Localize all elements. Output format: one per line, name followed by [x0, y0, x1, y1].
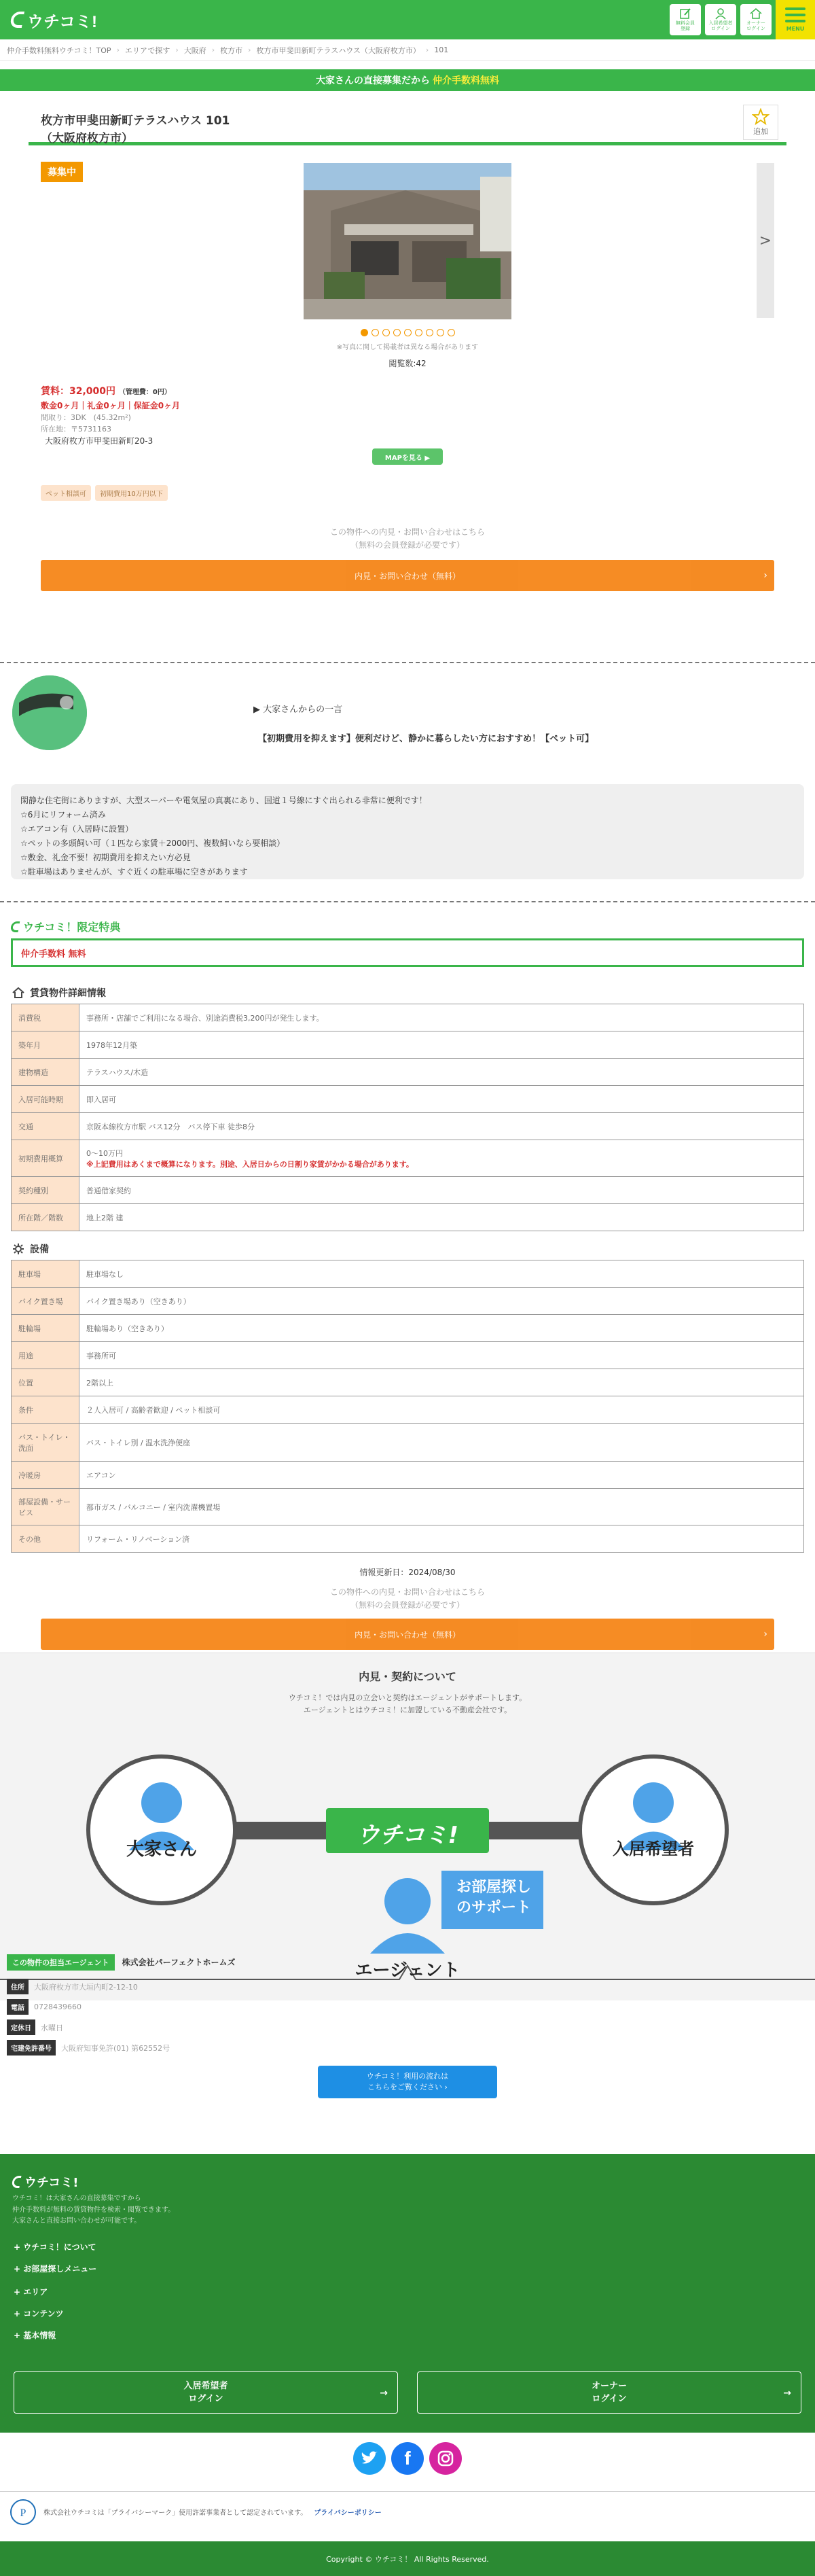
table-row: 部屋設備・サービス 都市ガス / バルコニー / 室内洗濯機置場 [12, 1489, 804, 1525]
property-main [0, 145, 815, 662]
special-offer: 仲介手数料 無料 [11, 938, 804, 967]
photo-dot[interactable] [404, 329, 412, 336]
social-links [0, 2442, 815, 2475]
property-info [41, 385, 180, 448]
photo-dot[interactable] [382, 329, 390, 336]
equipment-heading: 設備 [0, 1242, 815, 1256]
site-logo[interactable]: ウチコミ! [11, 8, 97, 32]
zip-text: 所在地：〒5731163 [41, 425, 111, 434]
privacy-section: P 株式会社ウチコミは「プライバシーマーク」使用許諾事業者として認定されています。 プライバシーポリシー [0, 2491, 815, 2532]
chevron-right-icon: > [759, 232, 772, 249]
table-row: バイク置き場 バイク置き場あり（空きあり） [12, 1288, 804, 1315]
deposit-fees: 敷金0ヶ月｜礼金0ヶ月｜保証金0ヶ月 [41, 400, 181, 410]
inquiry-button-bottom[interactable]: 内見・お問い合わせ（無料） › [41, 1619, 774, 1650]
tag: ペット相談可 [41, 485, 91, 501]
favorite-button[interactable]: 追加 [743, 105, 778, 140]
copyright: Copyright © ウチコミ！ All Rights Reserved. [0, 2541, 815, 2576]
photo-note: ※写真に関して掲載者は異なる場合があります [336, 344, 479, 351]
table-row: 用途 事務所可 [12, 1342, 804, 1369]
breadcrumb-link[interactable]: 枚方市 [220, 46, 243, 55]
footer-description: ウチコミ！は大家さんの直接募集ですから 仲介手数料が無料の賃貸物件を検索・閲覧できます。 大家さんと直接お問い合わせが可能です。 [12, 2195, 175, 2225]
table-row: バス・トイレ・洗面 バス・トイレ別 / 温水洗浄便座 [12, 1424, 804, 1462]
instagram-icon[interactable] [429, 2442, 462, 2475]
table-row: 位置 2階以上 [12, 1369, 804, 1396]
logo-mark-icon [10, 921, 20, 932]
photo-dot[interactable] [372, 329, 379, 336]
hamburger-icon [785, 7, 805, 10]
table-row: 条件 ２人入居可 / 高齢者歓迎 / ペット相談可 [12, 1396, 804, 1424]
inquiry-button[interactable]: 内見・お問い合わせ（無料） › [41, 560, 774, 591]
agent-row: 定休日 水曜日 [7, 2019, 63, 2035]
table-row: 初期費用概算 0〜10万円 ※上記費用はあくまで概算になります。別途、入居日からの日割り家賃がかかる場合があります。 [12, 1140, 804, 1177]
photo-pagination [0, 329, 815, 336]
person-icon [714, 7, 727, 20]
table-row: 交通 京阪本線枚方市駅 バス12分 バス停下車 徒歩8分 [12, 1113, 804, 1140]
landlord-avatar [12, 675, 87, 750]
status-badge: 募集中 [41, 162, 83, 182]
svg-text:P: P [20, 2507, 26, 2519]
landlord-body: 閑静な住宅街にありますが、大型スーパーや電気屋の真裏にあり、国道１号線にすぐ出られる非常に便利です！ ☆6月にリフォーム済み ☆エアコン有（入居時に設置） ☆ペットの多頭飼い可（１匹なら家賃＋2000円、複数飼いなら要相談） ☆敷金、礼金不要！初期費用を抑えたい方必見 ☆駐車場はありませんが、すぐ近くの駐車場に空きがあります [11, 784, 804, 879]
privacy-policy-link[interactable]: プライバシーポリシー [314, 2509, 382, 2517]
table-row: 駐車場 駐車場なし [12, 1260, 804, 1288]
equipment-table [11, 1260, 804, 1553]
breadcrumb-link[interactable]: 仲介手数料無料ウチコミ！TOP [7, 46, 111, 55]
tag-list [41, 485, 168, 501]
contract-section: 内見・契約について ウチコミ！では内見の立会いと契約はエージェントがサポートします。 エージェントとはウチコミ！に加盟している不動産会社です。 大家さん 入居希望者 ウチコミ! お部屋探し のサポート エージェント [0, 1653, 815, 2000]
breadcrumb-current: 101 [434, 46, 449, 54]
promo-banner: 大家さんの直接募集だから 仲介手数料無料 [0, 69, 815, 91]
site-header [0, 0, 815, 39]
photo-dot[interactable] [437, 329, 444, 336]
special-heading: ウチコミ！限定特典 [0, 919, 815, 934]
home-icon [12, 987, 24, 998]
home-icon [749, 7, 763, 20]
inquiry-note: この物件への内見・お問い合わせはこちら （無料の会員登録が必要です） [329, 1587, 485, 1610]
photo-dot[interactable] [415, 329, 422, 336]
contract-heading: 内見・契約について [359, 1670, 456, 1683]
arrow-right-icon: → [783, 2388, 791, 2399]
tag: 初期費用10万円以下 [95, 485, 168, 501]
owner-login-button[interactable]: オーナー ログイン [740, 4, 772, 35]
star-icon [752, 108, 769, 126]
landlord-heading: ▶ 大家さんからの一言 [253, 705, 343, 715]
footer-link[interactable]: + ウチコミ！について [14, 2242, 96, 2252]
address-text: 大阪府枚方市甲斐田新町20-3 [45, 436, 153, 446]
table-row: 駐輪場 駐輪場あり（空きあり） [12, 1315, 804, 1342]
details-table [11, 1004, 804, 1231]
table-row: 建物構造 テラスハウス/木造 [12, 1059, 804, 1086]
photo-dot[interactable] [426, 329, 433, 336]
owner-login-footer-button[interactable]: オーナー ログイン → [417, 2371, 801, 2414]
register-button[interactable]: 無料会員 登録 [670, 4, 701, 35]
photo-dot[interactable] [361, 329, 368, 336]
chevron-right-icon: › [763, 1629, 767, 1640]
table-row: その他 リフォーム・リノベーション済 [12, 1525, 804, 1553]
landlord-message [0, 663, 815, 901]
agent-header: この物件の担当エージェント 株式会社パーフェクトホームズ [7, 1954, 235, 1971]
property-title: 枚方市甲斐田新町テラスハウス 101 （大阪府枚方市） [41, 114, 230, 145]
agent-row: 宅建免許番号 大阪府知事免許(01) 第62552号 [7, 2040, 170, 2055]
breadcrumb-link[interactable]: 枚方市甲斐田新町テラスハウス（大阪府枚方市） [256, 46, 420, 55]
logo-mark-icon [11, 2176, 21, 2188]
breadcrumb-link[interactable]: エリアで探す [124, 46, 170, 55]
table-row: 契約種別 普通借家契約 [12, 1177, 804, 1204]
landlord-title: 【初期費用を抑えます】便利だけど、静かに暮らしたい方におすすめ！【ペット可】 [258, 734, 594, 744]
updated-date: 情報更新日：2024/08/30 [359, 1568, 456, 1577]
gear-icon [12, 1243, 24, 1255]
footer-logo[interactable]: ウチコミ! [12, 2173, 79, 2191]
table-row: 消費税 事務所・店舗でご利用になる場合、別途消費税3,200円が発生します。 [12, 1004, 804, 1031]
property-photo[interactable] [304, 163, 511, 319]
footer-link[interactable]: + コンテンツ [14, 2309, 64, 2318]
edit-icon [678, 7, 692, 20]
agent-row: 住所 大阪府枚方市大垣内町2-12-10 [7, 1979, 138, 1994]
footer-link[interactable]: + エリア [14, 2287, 48, 2297]
chevron-right-icon: › [763, 570, 767, 581]
next-photo-button[interactable] [757, 163, 774, 318]
agent-name: 株式会社パーフェクトホームズ [122, 1958, 236, 1967]
photo-dot[interactable] [393, 329, 401, 336]
footer-link[interactable]: + お部屋探しメニュー [14, 2264, 97, 2274]
photo-dot[interactable] [448, 329, 455, 336]
rent-price: 賃料：32,000円 （管理費：0円） [41, 386, 171, 397]
menu-button[interactable]: MENU [776, 0, 815, 39]
table-row: 所在階／階数 地上2階 建 [12, 1204, 804, 1231]
tenant-login-footer-button[interactable]: 入居希望者 ログイン → [14, 2371, 398, 2414]
layout-text: 間取り：3DK (45.32m²) [41, 413, 131, 423]
twitter-icon[interactable] [353, 2442, 386, 2475]
tenant-login-button[interactable]: 入居希望者 ログイン [705, 4, 736, 35]
privacy-mark-icon [10, 2499, 37, 2526]
table-row: 冷暖房 エアコン [12, 1462, 804, 1489]
breadcrumb-link[interactable]: 大阪府 [183, 46, 206, 55]
arrow-right-icon: → [380, 2388, 388, 2399]
breadcrumb: 仲介手数料無料ウチコミ！TOP › エリアで探す › 大阪府 › 枚方市 › 枚方市甲斐田新町テラスハウス（大阪府枚方市） › 101 [0, 39, 815, 61]
agent-row: 電話 0728439660 [7, 1999, 82, 2015]
logo-mark-icon [10, 12, 24, 28]
usage-flow-button[interactable]: ウチコミ！利用の流れは こちらをご覧ください › [318, 2066, 497, 2098]
details-heading: 賃貸物件詳細情報 [0, 986, 815, 1000]
table-row: 築年月 1978年12月築 [12, 1031, 804, 1059]
table-row: 入居可能時期 即入居可 [12, 1086, 804, 1113]
view-count: 閲覧数:42 [388, 359, 427, 368]
footer-link[interactable]: + 基本情報 [14, 2331, 56, 2340]
inquiry-note: この物件への内見・お問い合わせはこちら （無料の会員登録が必要です） [329, 527, 485, 550]
property-header [29, 91, 786, 145]
facebook-icon[interactable]: f [391, 2442, 424, 2475]
map-button[interactable]: MAPを見る ▶ [372, 448, 443, 465]
